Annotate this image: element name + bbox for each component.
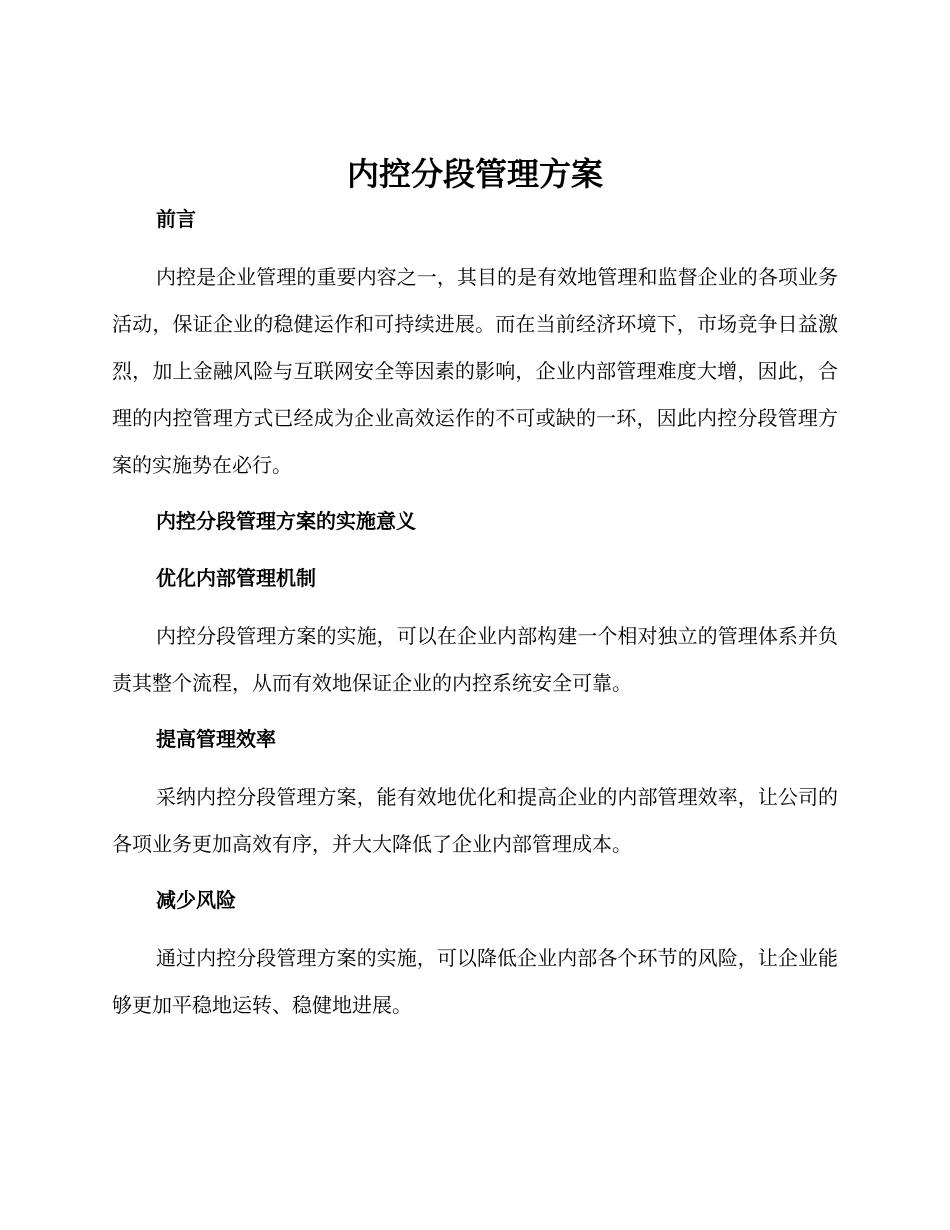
risk-heading: 减少风险 <box>156 888 236 912</box>
document-title: 内控分段管理方案 <box>346 155 603 193</box>
risk-paragraph: 通过内控分段管理方案的实施，可以降低企业内部各个环节的风险，让企业能够更加平稳地运转、稳健地进展。 <box>112 946 838 1017</box>
preface-paragraph: 内控是企业管理的重要内容之一，其目的是有效地管理和监督企业的各项业务活动，保证企业的稳健运作和可持续进展。而在当前经济环境下，市场竞争日益激烈，加上金融风险与互联网安全等因素的影响，企业内部管理难度大增，因此，合理的内控管理方式已经成为企业高效运作的不可或缺的一环，因此内控分段管理方案的实施势在必行。 <box>112 265 838 477</box>
efficiency-paragraph: 采纳内控分段管理方案，能有效地优化和提高企业的内部管理效率，让公司的各项业务更加高效有序，并大大降低了企业内部管理成本。 <box>112 785 838 856</box>
optimize-paragraph: 内控分段管理方案的实施，可以在企业内部构建一个相对独立的管理体系并负责其整个流程，从而有效地保证企业的内控系统安全可靠。 <box>112 624 838 695</box>
efficiency-heading: 提高管理效率 <box>156 727 276 751</box>
significance-heading: 内控分段管理方案的实施意义 <box>156 509 416 533</box>
optimize-heading: 优化内部管理机制 <box>156 566 316 590</box>
preface-heading: 前言 <box>156 207 196 231</box>
